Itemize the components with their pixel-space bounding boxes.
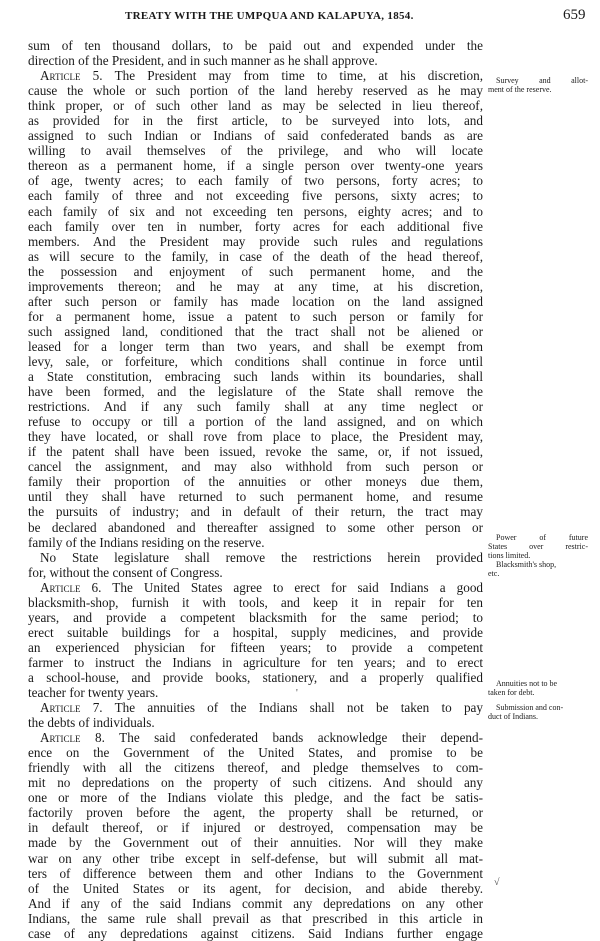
text-line xyxy=(28,775,483,790)
article-heading: Article 5. xyxy=(40,68,103,84)
margin-note-line: etc. xyxy=(488,569,500,578)
line-text: have been formed, and the legislature of the State shall remove the xyxy=(28,384,483,400)
line-text: willing to avail themselves of the privilege, and who will locate xyxy=(28,143,483,159)
margin-note-line: Submission and con- xyxy=(496,703,564,712)
paragraph xyxy=(28,730,483,941)
line-text: for, without the consent of Congress. xyxy=(28,564,223,580)
line-text: a State constitution, embracing such lands within its boundaries, shall xyxy=(28,369,483,385)
line-text: Indians, the same rule shall prevail as that prescribed in this article in xyxy=(28,910,483,926)
margin-note-submission xyxy=(488,703,588,721)
text-line xyxy=(28,760,483,775)
paragraph xyxy=(28,580,483,700)
line-text: such assigned land, conditioned that the tract shall not be aliened or xyxy=(28,323,483,339)
text-line xyxy=(28,294,483,309)
text-line xyxy=(28,324,483,339)
line-text: each family of three and not exceeding five persons, sixty acres; to xyxy=(28,188,483,204)
line-text: they have located, or shall rove from place to place, the President may, xyxy=(28,429,483,445)
line-text: And if any of the said Indians commit any depredations on any other xyxy=(28,895,483,911)
article-heading: Article 7. xyxy=(40,700,103,716)
line-text: members. And the President may provide such rules and regulations xyxy=(28,233,483,249)
line-text: friendly with all the citizens thereof, and pledge themselves to com- xyxy=(28,760,483,776)
text-line xyxy=(28,354,483,369)
line-text: cause the whole or such portion of the land hereby reserved as he may xyxy=(28,83,483,99)
text-line xyxy=(28,98,483,113)
text-line xyxy=(28,504,483,519)
line-text: each family of six and not exceeding ten persons, eighty acres; and to xyxy=(28,203,483,219)
line-text: after such person or family has made location on the land assigned xyxy=(28,293,483,309)
text-line xyxy=(28,896,483,911)
text-line xyxy=(28,384,483,399)
text-line xyxy=(28,113,483,128)
line-text: direction of the President, and in such manner as he shall approve. xyxy=(28,53,378,69)
line-text: as provided for in the first article, to be surveyed into lots, and xyxy=(28,113,483,129)
header-title: TREATY WITH THE UMPQUA AND KALAPUYA, 1854. xyxy=(125,10,414,22)
line-text: family of the Indians residing on the reserve. xyxy=(28,534,265,550)
text-line xyxy=(28,173,483,188)
margin-note-line: duct of Indians. xyxy=(488,712,538,721)
line-text: cancel the assignment, and may also withhold from such person or xyxy=(28,459,483,475)
text-line xyxy=(28,53,483,68)
text-line xyxy=(28,68,483,83)
margin-note-line: Power of future xyxy=(496,533,588,542)
text-line xyxy=(28,700,483,715)
line-text: the possession and enjoyment of such permanent home, and the xyxy=(28,263,483,279)
text-line xyxy=(28,911,483,926)
margin-note-line: Blacksmith's shop, xyxy=(496,560,557,569)
stray-mark: √ xyxy=(494,877,500,888)
text-line xyxy=(28,685,483,700)
line-text: thereon as a permanent home, if a single person over twenty-one years xyxy=(28,158,483,174)
line-text: until they shall have returned to such permanent home, and resume xyxy=(28,489,483,505)
text-line xyxy=(28,550,483,565)
text-line xyxy=(28,279,483,294)
margin-note-blacksmith xyxy=(488,560,588,578)
text-line xyxy=(28,459,483,474)
margin-note-line: tions limited. xyxy=(488,551,531,560)
text-line xyxy=(28,369,483,384)
text-line xyxy=(28,234,483,249)
margin-note-line: States over restric- xyxy=(488,542,588,551)
text-line xyxy=(28,610,483,625)
line-text: years, and provide a competent blacksmith for the same period; to xyxy=(28,609,483,625)
line-text: of age, twenty acres; to each family of two persons, forty acres; to xyxy=(28,173,483,189)
line-text: mit no depredations on the property of such citizens. And should any xyxy=(28,775,483,791)
text-line xyxy=(28,143,483,158)
line-text: the pursuits of industry; and in default of their return, the tract may xyxy=(28,504,483,520)
text-line xyxy=(28,83,483,98)
text-line xyxy=(28,489,483,504)
text-line xyxy=(28,866,483,881)
text-line xyxy=(28,309,483,324)
text-line xyxy=(28,128,483,143)
article-heading: Article 8. xyxy=(40,730,105,746)
text-line xyxy=(28,444,483,459)
text-line xyxy=(28,188,483,203)
text-line xyxy=(28,625,483,640)
line-text: ters of difference between them and other Indians to the Government xyxy=(28,865,483,881)
margin-note-line: Annuities not to be xyxy=(496,679,558,688)
line-text: a school-house, and provide books, stationery, and a properly qualified xyxy=(28,669,483,685)
line-text: war on any other tribe except in self-defense, but will submit all mat- xyxy=(28,850,483,866)
text-line xyxy=(28,158,483,173)
text-line xyxy=(28,745,483,760)
line-text: sum of ten thousand dollars, to be paid out and expended under the xyxy=(28,38,483,53)
text-line xyxy=(28,595,483,610)
text-line xyxy=(28,835,483,850)
text-line xyxy=(28,414,483,429)
line-text: case of any depredations against citizens. Said Indians further engage xyxy=(28,925,483,941)
line-text: as will secure to the family, in case of the death of the head thereof, xyxy=(28,248,483,264)
line-text: No State legislature shall remove the restrictions herein provided xyxy=(40,549,483,565)
text-line xyxy=(28,204,483,219)
text-line xyxy=(28,640,483,655)
text-line xyxy=(28,851,483,866)
margin-note-line: ment of the reserve. xyxy=(488,85,552,94)
paragraph xyxy=(28,700,483,730)
margin-note-survey xyxy=(488,76,588,94)
running-header xyxy=(0,7,600,30)
text-line xyxy=(28,790,483,805)
line-text: be declared abandoned and thereafter assigned to some other person or xyxy=(28,519,483,535)
margin-note-line: Survey and allot- xyxy=(496,76,588,85)
line-text: each family over ten in number, forty acres for each additional five xyxy=(28,218,483,234)
margin-note-line: taken for debt. xyxy=(488,688,535,697)
margin-note-power-of-states xyxy=(488,533,588,560)
text-line xyxy=(28,249,483,264)
paragraph xyxy=(28,550,483,580)
text-line xyxy=(28,219,483,234)
line-text: an experienced physician for fifteen years; to provide a competent xyxy=(28,639,483,655)
stray-mark: ' xyxy=(296,688,298,699)
line-text: think proper, or of such other land as may be selected in lieu thereof, xyxy=(28,98,483,114)
line-text: in default thereof, or if injured or destroyed, compensation may be xyxy=(28,820,483,836)
text-line xyxy=(28,926,483,941)
text-line xyxy=(28,474,483,489)
text-line xyxy=(28,264,483,279)
paragraph xyxy=(28,38,483,68)
text-line xyxy=(28,655,483,670)
line-text: The United States agree to erect for said Indians a good xyxy=(112,579,484,595)
paragraph xyxy=(28,68,483,550)
line-text: ence on the Government of the United States, and promise to be xyxy=(28,745,483,761)
text-line xyxy=(28,399,483,414)
line-text: leased for a longer term than two years, and shall be exempt from xyxy=(28,338,483,354)
margin-note-annuities xyxy=(488,679,588,697)
line-text: teacher for twenty years. xyxy=(28,685,159,701)
line-text: restrictions. And if any such family shall at any time neglect or xyxy=(28,399,483,415)
text-line xyxy=(28,580,483,595)
text-line xyxy=(28,535,483,550)
line-text: if the patent shall have been issued, revoke the same, or, if not issued, xyxy=(28,444,483,460)
text-line xyxy=(28,820,483,835)
line-text: refuse to occupy or till a portion of the land assigned, and on which xyxy=(28,414,483,430)
line-text: family their proportion of the annuities or other moneys due them, xyxy=(28,474,483,490)
text-line xyxy=(28,38,483,53)
text-line xyxy=(28,339,483,354)
line-text: blacksmith-shop, furnish it with tools, and keep it in repair for ten xyxy=(28,594,483,610)
treaty-body-text xyxy=(28,38,483,941)
line-text: made by the Government out of their annuities. Nor will they make xyxy=(28,835,483,851)
text-line xyxy=(28,429,483,444)
article-heading: Article 6. xyxy=(40,579,102,595)
line-text: improvements thereon; and he may at any time, at his discretion, xyxy=(28,278,483,294)
line-text: one or more of the Indians violate this pledge, and the fact be satis- xyxy=(28,790,483,806)
line-text: the debts of individuals. xyxy=(28,715,155,731)
text-line xyxy=(28,670,483,685)
line-text: for a permanent home, issue a patent to such person or family for xyxy=(28,308,483,324)
text-line xyxy=(28,565,483,580)
text-line xyxy=(28,730,483,745)
line-text: factorily proven before the agent, the property shall be returned, or xyxy=(28,805,483,821)
line-text: assigned to such Indian or Indians of said confederated bands as are xyxy=(28,128,483,144)
text-line xyxy=(28,520,483,535)
text-line xyxy=(28,715,483,730)
text-line xyxy=(28,805,483,820)
line-text: The said confederated bands acknowledge their depend- xyxy=(119,730,484,746)
page-number: 659 xyxy=(563,7,586,23)
line-text: erect suitable buildings for a hospital, supply medicines, and provide xyxy=(28,624,483,640)
line-text: of the United States or its agent, for decision, and abide thereby. xyxy=(28,880,483,896)
line-text: farmer to instruct the Indians in agriculture for ten years; and to erect xyxy=(28,654,483,670)
line-text: The annuities of the Indians shall not be taken to pay xyxy=(114,700,484,716)
line-text: levy, sale, or forfeiture, which conditions shall continue in force until xyxy=(28,353,483,369)
text-line xyxy=(28,881,483,896)
line-text: The President may from time to time, at his discretion, xyxy=(114,68,484,84)
